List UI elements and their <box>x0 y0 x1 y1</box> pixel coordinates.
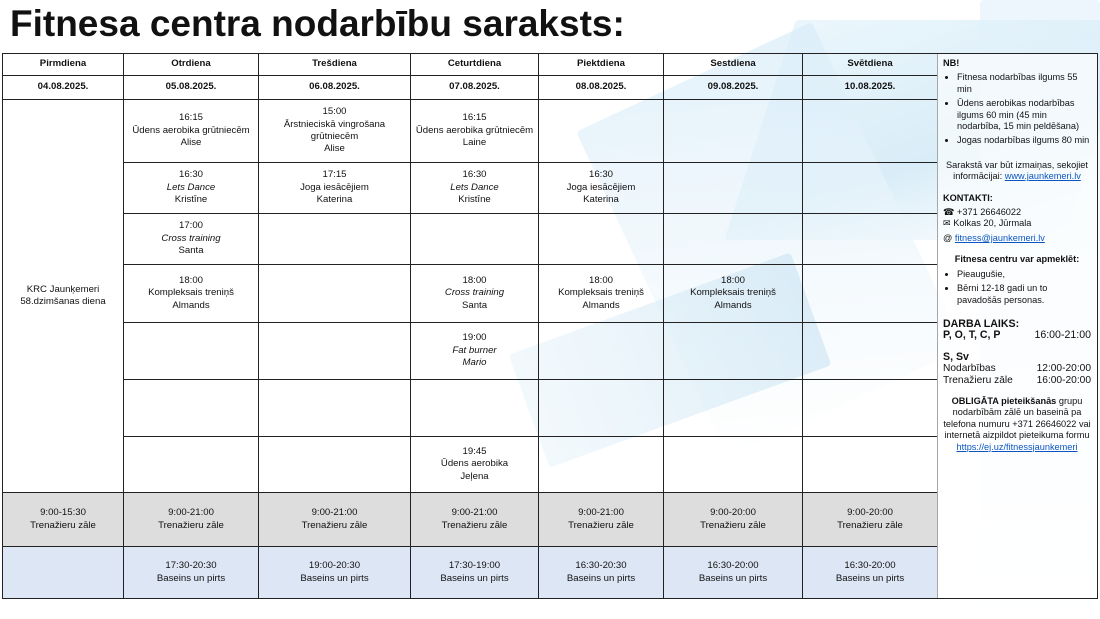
nb-item: • Fitnesa nodarbības ilgums 55 min <box>957 72 1091 95</box>
day-header: Svētdiena <box>803 54 938 76</box>
class-cell <box>411 100 539 163</box>
gym-hours-cell: 9:00-20:00 Trenažieru zāle <box>664 493 803 547</box>
class-coach: Laine <box>462 137 487 149</box>
class-time: 15:00 <box>322 106 347 118</box>
day-header: Sestdiena <box>664 54 803 76</box>
empty-cell <box>124 437 259 493</box>
phone-icon: ☎ <box>943 207 955 218</box>
class-time: 16:15 <box>462 112 487 124</box>
email-line <box>943 233 1091 244</box>
contacts-title: KONTAKTI: <box>943 192 993 203</box>
class-name: Cross training <box>161 232 221 244</box>
date-cell: 05.08.2025. <box>124 76 259 100</box>
envelope-icon: ✉ <box>943 218 951 229</box>
empty-cell <box>664 163 803 214</box>
empty-cell <box>124 380 259 437</box>
class-time: 17:15 <box>322 169 347 181</box>
weekend-row: Trenažieru zāle 16:00-20:00 <box>943 374 1091 386</box>
class-cell <box>124 265 259 323</box>
empty-cell <box>539 437 664 493</box>
visitors-title: Fitnesa centru var apmeklēt: <box>954 254 1080 265</box>
day-header: Piektdiena <box>539 54 664 76</box>
date-cell: 10.08.2025. <box>803 76 938 100</box>
class-time: 18:00 <box>588 274 613 286</box>
class-name: Lets Dance <box>166 181 216 193</box>
page-title: Fitnesa centra nodarbību saraksts: <box>10 3 625 44</box>
class-time: 16:30 <box>588 169 613 181</box>
gym-hours-cell: 9:00-21:00 Trenažieru zāle <box>411 493 539 547</box>
weekday-hours: P, O, T, C, P 16:00-21:00 <box>943 329 1091 342</box>
date-cell: 06.08.2025. <box>259 76 411 100</box>
nb-item: • Ūdens aerobikas nodarbības ilgums 60 min (45 min nodarbība, 15 min peldēšana) <box>957 98 1091 132</box>
class-cell <box>124 100 259 163</box>
info-panel <box>937 53 1098 599</box>
empty-cell <box>664 437 803 493</box>
email-link[interactable]: fitness@jaunkemeri.lv <box>954 232 1045 243</box>
empty-cell <box>539 100 664 163</box>
class-name: Joga iesācējiem <box>566 181 636 193</box>
changes-note: Sarakstā var būt izmaiņas, sekojiet informācijai: www.jaunkemeri.lv <box>946 159 1088 182</box>
class-coach: Mario <box>462 357 487 369</box>
class-coach: Jeļena <box>460 470 489 482</box>
class-cell <box>411 163 539 214</box>
class-coach: Kristīne <box>174 194 208 206</box>
monday-event-cell: KRC Jaunķemeri 58.dzimšanas diena <box>3 100 124 493</box>
class-cell <box>539 265 664 323</box>
class-time: 19:00 <box>462 332 487 344</box>
empty-cell <box>259 323 411 380</box>
date-cell: 07.08.2025. <box>411 76 539 100</box>
schedule-table <box>2 53 938 599</box>
class-cell <box>664 265 803 323</box>
class-time: 19:45 <box>462 445 487 457</box>
gym-hours-cell: 9:00-21:00 Trenažieru zāle <box>124 493 259 547</box>
empty-cell <box>259 437 411 493</box>
class-time: 18:00 <box>720 274 745 286</box>
class-name: Kompleksais treniņš <box>148 287 234 299</box>
class-cell <box>124 214 259 265</box>
empty-cell <box>803 380 938 437</box>
empty-cell <box>803 437 938 493</box>
pool-hours-cell: 16:30-20:00 Baseins un pirts <box>803 547 938 599</box>
empty-cell <box>664 323 803 380</box>
class-name: Ūdens aerobika grūtniecēm <box>132 124 250 136</box>
gym-hours-cell: 9:00-21:00 Trenažieru zāle <box>259 493 411 547</box>
nb-list <box>943 72 1091 146</box>
empty-cell <box>539 323 664 380</box>
class-coach: Alise <box>324 143 345 155</box>
class-coach: Santa <box>178 245 204 257</box>
pool-hours-cell: 17:30-20:30 Baseins un pirts <box>124 547 259 599</box>
empty-cell <box>803 323 938 380</box>
class-cell <box>411 323 539 380</box>
empty-cell <box>259 380 411 437</box>
day-header: Pirmdiena <box>3 54 124 76</box>
empty-cell <box>539 380 664 437</box>
day-header: Trešdiena <box>259 54 411 76</box>
pool-hours-cell: 16:30-20:30 Baseins un pirts <box>539 547 664 599</box>
class-coach: Katerina <box>583 194 619 206</box>
class-time: 18:00 <box>462 274 487 286</box>
pool-hours-cell: 16:30-20:00 Baseins un pirts <box>664 547 803 599</box>
class-time: 16:30 <box>462 169 487 181</box>
class-name: Joga iesācējiem <box>300 181 369 193</box>
site-link[interactable]: www.jaunkemeri.lv <box>1004 171 1081 182</box>
class-time: 16:15 <box>178 112 203 124</box>
empty-cell <box>411 380 539 437</box>
weekend-row: Nodarbības 12:00-20:00 <box>943 363 1091 375</box>
class-coach: Katerina <box>316 194 353 206</box>
class-cell <box>259 163 411 214</box>
class-coach: Almands <box>714 299 752 311</box>
class-time: 18:00 <box>178 274 203 286</box>
class-time: 17:00 <box>178 220 203 232</box>
gym-hours-cell: 9:00-15:30 Trenažieru zāle <box>3 493 124 547</box>
class-name: Cross training <box>444 287 505 299</box>
class-name: Ūdens aerobika grūtniecēm <box>415 124 534 136</box>
class-cell <box>411 437 539 493</box>
signup-note: OBLIGĀTA pieteikšanās grupu nodarbībām zālē un baseinā pa telefona numuru +371 26646022 vai internetā aizpildot pieteikuma formu https://ej.uz/fitnessjaunkemeri <box>943 395 1091 452</box>
visitor-item: • Pieaugušie, <box>957 269 1091 280</box>
day-header: Ceturtdiena <box>411 54 539 76</box>
empty-cell <box>803 100 938 163</box>
empty-cell <box>664 100 803 163</box>
pool-hours-cell: 17:30-19:00 Baseins un pirts <box>411 547 539 599</box>
class-name: Lets Dance <box>450 181 499 193</box>
gym-hours-cell: 9:00-21:00 Trenažieru zāle <box>539 493 664 547</box>
visitors-list <box>943 269 1091 306</box>
class-cell <box>539 163 664 214</box>
empty-cell <box>539 214 664 265</box>
nb-title: NB! <box>943 58 960 68</box>
hours-title: DARBA LAIKS: <box>943 317 1020 330</box>
class-coach: Almands <box>172 299 210 311</box>
pool-hours-cell: 19:00-20:30 Baseins un pirts <box>259 547 411 599</box>
class-coach: Santa <box>461 299 488 311</box>
class-name: Kompleksais treniņš <box>558 287 644 299</box>
empty-cell <box>664 214 803 265</box>
date-cell: 08.08.2025. <box>539 76 664 100</box>
empty-cell <box>411 214 539 265</box>
class-coach: Kristīne <box>458 194 491 206</box>
empty-cell <box>803 163 938 214</box>
class-cell <box>411 265 539 323</box>
visitor-item: • Bērni 12-18 gadi un to pavadošās personas. <box>957 283 1091 306</box>
signup-link[interactable]: https://ej.uz/fitnessjaunkemeri <box>956 441 1078 452</box>
weekend-label: S, Sv <box>943 350 969 363</box>
empty-cell <box>3 547 124 599</box>
at-icon: @ <box>943 232 953 243</box>
date-cell: 04.08.2025. <box>3 76 124 100</box>
phone-line: ☎ +371 26646022 <box>943 207 1022 218</box>
day-header: Otrdiena <box>124 54 259 76</box>
empty-cell <box>664 380 803 437</box>
nb-item: • Jogas nodarbības ilgums 80 min <box>957 135 1091 146</box>
address-line: ✉ Kolkas 20, Jūrmala <box>943 218 1032 229</box>
empty-cell <box>803 214 938 265</box>
empty-cell <box>803 265 938 323</box>
class-name: Fat burner <box>452 344 497 356</box>
class-coach: Alise <box>180 137 202 149</box>
empty-cell <box>259 214 411 265</box>
class-name: Ārstnieciskā vingrošana grūtniecēm <box>283 118 386 142</box>
class-name: Kompleksais treniņš <box>690 287 776 299</box>
gym-hours-cell: 9:00-20:00 Trenažieru zāle <box>803 493 938 547</box>
date-cell: 09.08.2025. <box>664 76 803 100</box>
empty-cell <box>259 265 411 323</box>
class-name: Ūdens aerobika <box>440 458 509 470</box>
class-cell <box>259 100 411 163</box>
class-time: 16:30 <box>178 169 203 181</box>
class-coach: Almands <box>582 299 620 311</box>
class-cell <box>124 163 259 214</box>
empty-cell <box>124 323 259 380</box>
